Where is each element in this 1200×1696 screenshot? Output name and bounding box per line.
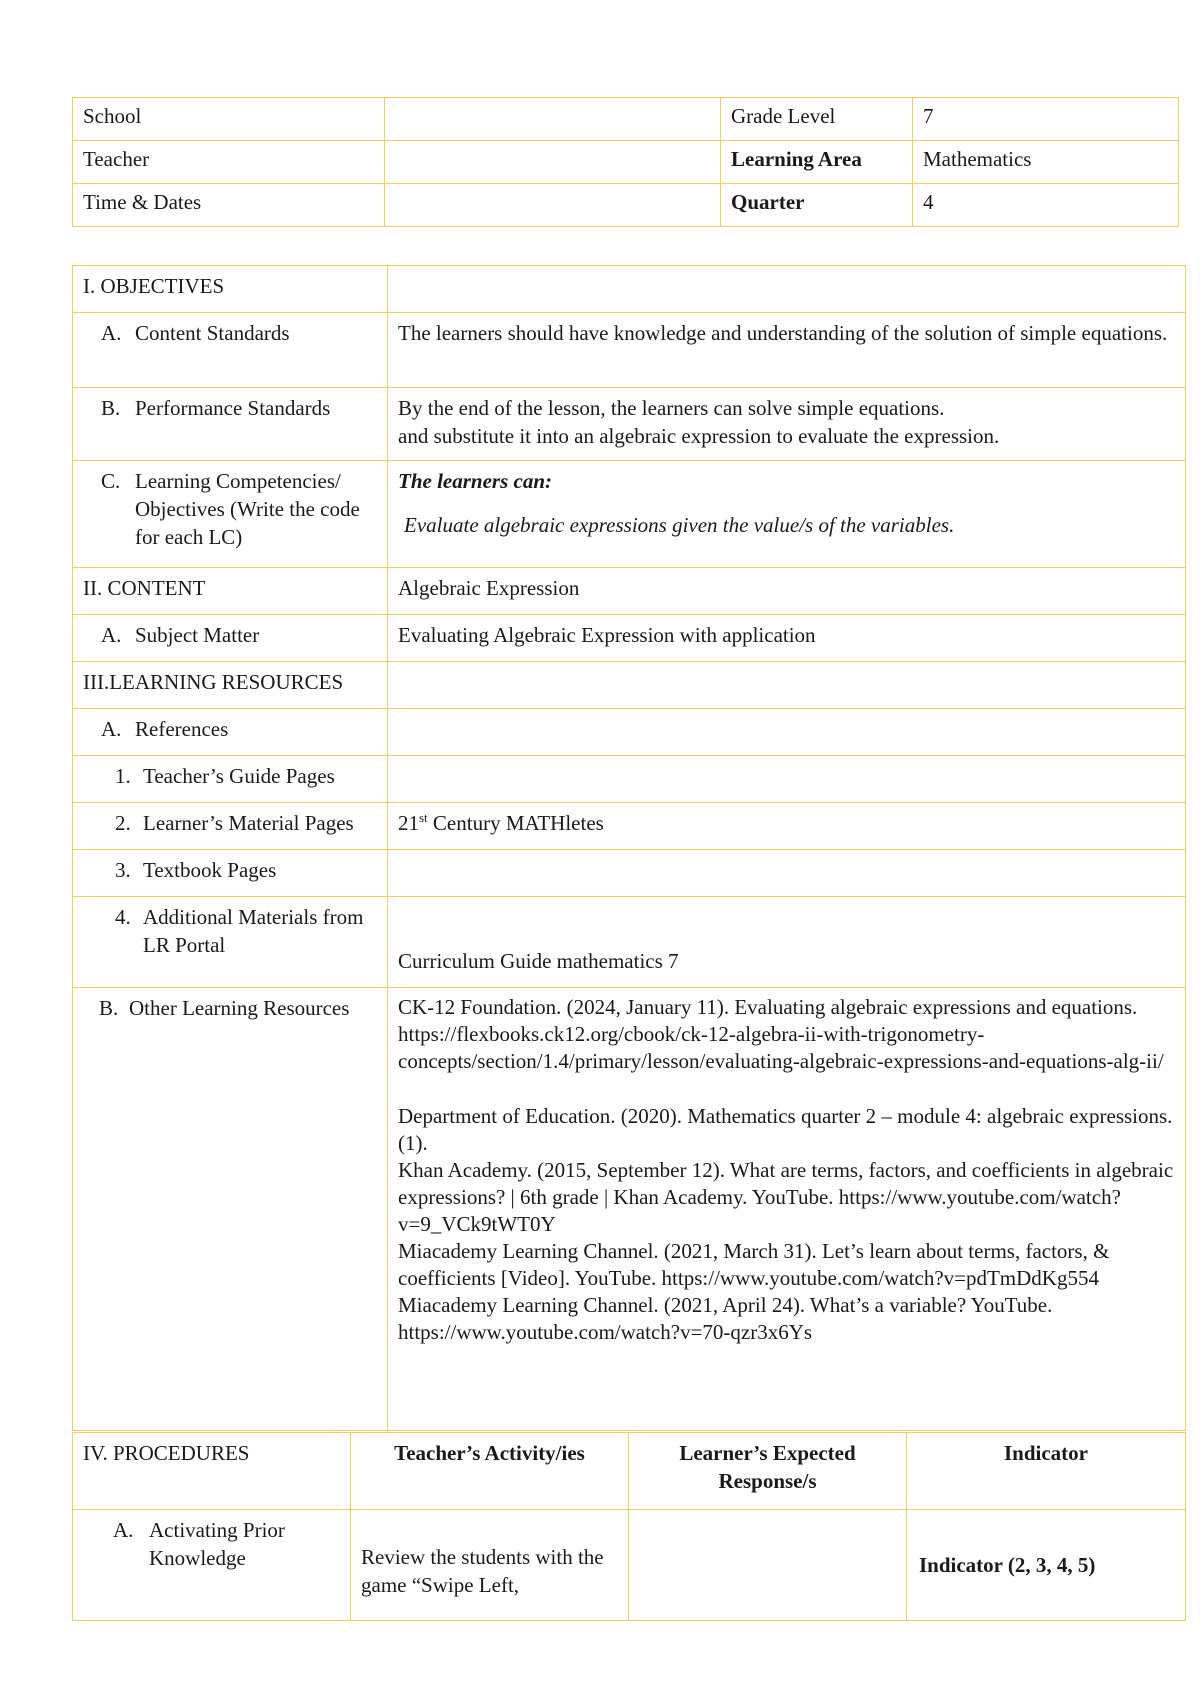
- school-label: School: [73, 98, 385, 141]
- performance-standards-row: [73, 388, 1186, 461]
- other-resources-title: Other Learning Resources: [129, 996, 350, 1020]
- reference-deped: Department of Education. (2020). Mathematics quarter 2 – module 4: algebraic expressions. (1).: [398, 1104, 1173, 1155]
- activating-prior-knowledge-title: Activating Prior Knowledge: [149, 1518, 285, 1570]
- objectives-row: [73, 266, 1186, 313]
- learning-resources-row: [73, 662, 1186, 709]
- teachers-guide-value: [388, 756, 1186, 803]
- performance-standards-text-2: and substitute it into an algebraic expression to evaluate the expression.: [398, 424, 1000, 448]
- subject-matter-label: A.: [101, 623, 122, 647]
- activating-learner-response: [629, 1510, 907, 1621]
- content-standards-row: [73, 313, 1186, 388]
- procedures-table: [72, 1432, 1186, 1621]
- indicator-header: Indicator: [907, 1433, 1186, 1510]
- learners-material-title: Learner’s Material Pages: [143, 811, 354, 835]
- objectives-blank: [388, 266, 1186, 313]
- references-title: References: [135, 717, 229, 741]
- references-row: [73, 709, 1186, 756]
- references-blank: [388, 709, 1186, 756]
- grade-level-value: 7: [913, 98, 1179, 141]
- additional-materials-value: Curriculum Guide mathematics 7: [388, 897, 1186, 988]
- reference-miacademy-variable: Miacademy Learning Channel. (2021, April 24). What’s a variable? YouTube. https://www.youtube.com/watch?v=70-qzr3x6Ys: [398, 1293, 1053, 1344]
- learners-material-row: [73, 803, 1186, 850]
- textbook-pages-value: [388, 850, 1186, 897]
- quarter-label: Quarter: [721, 184, 913, 227]
- learning-competencies-label: C.: [101, 469, 121, 493]
- content-standards-label: A.: [101, 321, 122, 345]
- teachers-guide-row: [73, 756, 1186, 803]
- textbook-pages-label: 3.: [115, 858, 131, 882]
- teacher-value: [385, 141, 721, 184]
- header-row-teacher: [73, 141, 1179, 184]
- learning-area-label: Learning Area: [721, 141, 913, 184]
- performance-standards-label: B.: [101, 396, 121, 420]
- subject-matter-title: Subject Matter: [135, 623, 260, 647]
- activating-prior-knowledge-row: [73, 1510, 1186, 1621]
- activating-teacher-activity: Review the students with the game “Swipe Left,: [351, 1510, 629, 1621]
- learners-material-value: 21st Century MATHletes: [388, 803, 1186, 850]
- additional-materials-label: 4.: [115, 905, 131, 929]
- learning-competencies-lead: The learners can:: [398, 469, 552, 493]
- reference-miacademy-terms: Miacademy Learning Channel. (2021, March 31). Let’s learn about terms, factors, & coefficients [Video]. YouTube. https://www.youtube.com/watch?v=pdTmDdKg554: [398, 1239, 1110, 1290]
- performance-standards-title: Performance Standards: [135, 396, 331, 420]
- procedures-title: IV. PROCEDURES: [73, 1433, 351, 1510]
- header-row-school: [73, 98, 1179, 141]
- lesson-plan-table: [72, 265, 1186, 1431]
- header-table: [72, 97, 1179, 227]
- other-resources-row: [73, 988, 1186, 1431]
- content-value: Algebraic Expression: [388, 568, 1186, 615]
- learning-resources-title: III.LEARNING RESOURCES: [73, 662, 388, 709]
- learning-area-value: Mathematics: [913, 141, 1179, 184]
- learners-material-label: 2.: [115, 811, 131, 835]
- textbook-pages-row: [73, 850, 1186, 897]
- learners-response-header: Learner’s Expected Response/s: [629, 1433, 907, 1510]
- teacher-label: Teacher: [73, 141, 385, 184]
- other-resources-label: B.: [99, 996, 119, 1020]
- subject-matter-value: Evaluating Algebraic Expression with application: [388, 615, 1186, 662]
- teachers-guide-title: Teacher’s Guide Pages: [143, 764, 335, 788]
- performance-standards-text-1: By the end of the lesson, the learners can solve simple equations.: [398, 396, 945, 420]
- grade-level-label: Grade Level: [721, 98, 913, 141]
- activating-prior-knowledge-label: A.: [113, 1518, 134, 1542]
- procedures-header-row: [73, 1433, 1186, 1510]
- subject-matter-row: [73, 615, 1186, 662]
- learning-competencies-title: Learning Competencies/ Objectives (Write the code for each LC): [135, 469, 360, 549]
- content-standards-text: The learners should have knowledge and understanding of the solution of simple equations.: [388, 313, 1186, 388]
- time-dates-label: Time & Dates: [73, 184, 385, 227]
- content-title: II. CONTENT: [73, 568, 388, 615]
- reference-ck12: CK-12 Foundation. (2024, January 11). Evaluating algebraic expressions and equations. https://flexbooks.ck12.org/cbook/ck-12-algebra-ii-with-trigonometry-concepts/section/1.4/primary/lesson/evaluating-algebraic-expressions-and-equations-alg-ii/: [398, 995, 1164, 1073]
- reference-khan-academy: Khan Academy. (2015, September 12). What are terms, factors, and coefficients in algebraic expressions? | 6th grade | Khan Academy. YouTube. https://www.youtube.com/watch?v=9_VCk9tWT0Y: [398, 1158, 1174, 1236]
- additional-materials-title: Additional Materials from LR Portal: [143, 905, 364, 957]
- school-value: [385, 98, 721, 141]
- content-standards-title: Content Standards: [135, 321, 290, 345]
- learning-competencies-row: [73, 461, 1186, 568]
- references-label: A.: [101, 717, 122, 741]
- textbook-pages-title: Textbook Pages: [143, 858, 277, 882]
- learning-resources-blank: [388, 662, 1186, 709]
- additional-materials-row: [73, 897, 1186, 988]
- content-row: [73, 568, 1186, 615]
- teachers-activity-header: Teacher’s Activity/ies: [351, 1433, 629, 1510]
- learning-competencies-text: Evaluate algebraic expressions given the value/s of the variables.: [404, 513, 955, 537]
- time-dates-value: [385, 184, 721, 227]
- activating-indicator: Indicator (2, 3, 4, 5): [907, 1510, 1186, 1621]
- objectives-title: I. OBJECTIVES: [73, 266, 388, 313]
- teachers-guide-label: 1.: [115, 764, 131, 788]
- header-row-time: [73, 184, 1179, 227]
- quarter-value: 4: [913, 184, 1179, 227]
- other-resources-list: [388, 988, 1186, 1431]
